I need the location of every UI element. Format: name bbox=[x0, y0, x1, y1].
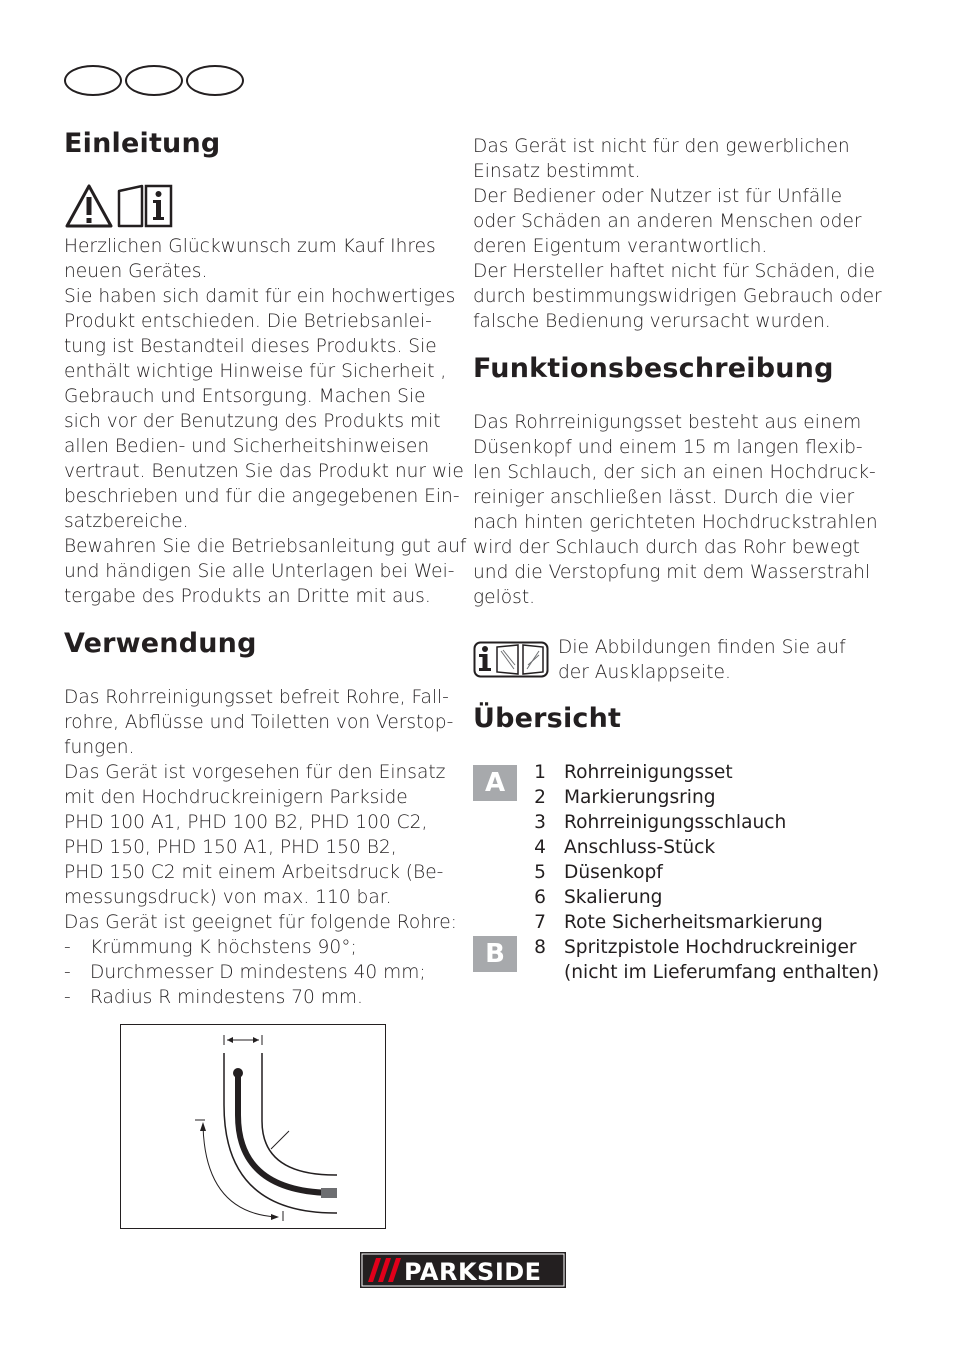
info-foldout-icon bbox=[473, 641, 549, 678]
text-line: gelöst. bbox=[473, 587, 536, 608]
list-item bbox=[64, 935, 457, 960]
text-line: nach hinten gerichteten Hochdruckstrahlen bbox=[473, 512, 878, 533]
pipe-bend-diagram bbox=[121, 1025, 385, 1228]
overview-item-label: Spritzpistole Hochdruckreiniger bbox=[564, 937, 857, 958]
text-line: Der Hersteller haftet nicht für Schäden, die bbox=[473, 261, 875, 282]
text-line: Produkt entschieden. Die Betriebsanlei- bbox=[64, 311, 432, 332]
text-line: messungsdruck) von max. 110 bar. bbox=[64, 887, 392, 908]
text-line: und die Verstopfung mit dem Wasserstrahl bbox=[473, 562, 871, 583]
text-line: beschrieben und für die angegebenen Ein- bbox=[64, 486, 460, 507]
text-line: Gebrauch und Entsorgung. Machen Sie bbox=[64, 386, 426, 407]
parkside-logo bbox=[360, 1252, 566, 1288]
text-line: wird der Schlauch durch das Rohr bewegt bbox=[473, 537, 860, 558]
overview-item-number: 4 bbox=[534, 837, 546, 858]
text-line: falsche Bedienung verursacht wurden. bbox=[473, 311, 831, 332]
heading-verwendung: Verwendung bbox=[64, 628, 257, 659]
text-line: Das Gerät ist geeignet für folgende Rohre: bbox=[64, 912, 457, 933]
foldout-note bbox=[558, 635, 846, 685]
overview-item-label: Rote Sicherheitsmarkierung bbox=[564, 912, 823, 933]
overview-item-label: Skalierung bbox=[564, 887, 663, 908]
text-line: PHD 150 C2 mit einem Arbeitsdruck (Be- bbox=[64, 862, 444, 883]
list-marker: - bbox=[64, 962, 71, 983]
text-line: durch bestimmungswidrigen Gebrauch oder bbox=[473, 286, 882, 307]
figure-badge-a: A bbox=[473, 765, 517, 801]
text-line: und händigen Sie alle Unterlagen bei Wei- bbox=[64, 561, 455, 582]
text-line: Das Rohrreinigungsset befreit Rohre, Fall- bbox=[64, 687, 449, 708]
overview-item-label: Düsenkopf bbox=[564, 862, 663, 883]
einleitung-text bbox=[64, 234, 466, 609]
heading-einleitung: Einleitung bbox=[64, 128, 221, 159]
text-line: Düsenkopf und einem 15 m langen flexib- bbox=[473, 437, 863, 458]
overview-item-number: 7 bbox=[534, 912, 546, 933]
overview-item-label: Rohrreinigungsschlauch bbox=[564, 812, 787, 833]
text-line: mit den Hochdruckreinigern Parkside bbox=[64, 787, 408, 808]
warning-triangle-icon bbox=[64, 183, 114, 229]
pipe-bend-figure bbox=[120, 1024, 386, 1229]
overview-item-label: Markierungsring bbox=[564, 787, 716, 808]
language-oval bbox=[64, 65, 122, 96]
text-line: rohre, Abflüsse und Toiletten von Verstop- bbox=[64, 712, 454, 733]
text-line: oder Schäden an anderen Menschen oder bbox=[473, 211, 862, 232]
overview-item-label: Rohrreinigungsset bbox=[564, 762, 733, 783]
overview-item-number: 1 bbox=[534, 762, 546, 783]
text-line: enthält wichtige Hinweise für Sicherheit , bbox=[64, 361, 447, 382]
heading-uebersicht: Übersicht bbox=[473, 703, 622, 734]
overview-item-number: 8 bbox=[534, 937, 546, 958]
text-line: len Schlauch, der sich an einen Hochdruck- bbox=[473, 462, 876, 483]
intended-use-text bbox=[473, 134, 882, 334]
list-marker: - bbox=[64, 987, 71, 1008]
text-line: sich vor der Benutzung des Produkts mit bbox=[64, 411, 441, 432]
overview-item-number: 2 bbox=[534, 787, 546, 808]
list-marker: - bbox=[64, 937, 71, 958]
text-line: Die Abbildungen finden Sie auf bbox=[558, 637, 846, 658]
text-line: Einsatz bestimmt. bbox=[473, 161, 641, 182]
text-line: Das Gerät ist nicht für den gewerblichen bbox=[473, 136, 850, 157]
text-line: Der Bediener oder Nutzer ist für Unfälle bbox=[473, 186, 843, 207]
list-item bbox=[64, 985, 457, 1010]
text-line: Herzlichen Glückwunsch zum Kauf Ihres bbox=[64, 236, 436, 257]
text-line: fungen. bbox=[64, 737, 135, 758]
text-line: PHD 150, PHD 150 A1, PHD 150 B2, bbox=[64, 837, 397, 858]
svg-text:PARKSIDE: PARKSIDE bbox=[404, 1258, 542, 1286]
list-item-text: Krümmung K höchstens 90°; bbox=[90, 937, 357, 958]
text-line: PHD 100 A1, PHD 100 B2, PHD 100 C2, bbox=[64, 812, 428, 833]
text-line: vertraut. Benutzen Sie das Produkt nur wie bbox=[64, 461, 464, 482]
text-line: Bewahren Sie die Betriebsanleitung gut auf bbox=[64, 536, 467, 557]
overview-item-label: (nicht im Lieferumfang enthalten) bbox=[564, 962, 880, 983]
overview-item-label: Anschluss-Stück bbox=[564, 837, 716, 858]
text-line: Das Rohrreinigungsset besteht aus einem bbox=[473, 412, 862, 433]
text-line: neuen Gerätes. bbox=[64, 261, 208, 282]
language-oval bbox=[125, 65, 183, 96]
text-line: satzbereiche. bbox=[64, 511, 189, 532]
text-line: tung ist Bestandteil dieses Produkts. Sie bbox=[64, 336, 437, 357]
text-line: Das Gerät ist vorgesehen für den Einsatz bbox=[64, 762, 446, 783]
text-line: der Ausklappseite. bbox=[558, 662, 731, 683]
text-line: tergabe des Produkts an Dritte mit aus. bbox=[64, 586, 431, 607]
text-line: reiniger anschließen lässt. Durch die vier bbox=[473, 487, 855, 508]
text-line: deren Eigentum verantwortlich. bbox=[473, 236, 768, 257]
funktion-text bbox=[473, 410, 878, 610]
list-item-text: Durchmesser D mindestens 40 mm; bbox=[90, 962, 426, 983]
list-item bbox=[64, 960, 457, 985]
heading-funktionsbeschreibung: Funktionsbeschreibung bbox=[473, 353, 834, 384]
language-oval bbox=[186, 65, 244, 96]
verwendung-text bbox=[64, 685, 457, 1010]
language-selector bbox=[64, 65, 244, 96]
text-line: Sie haben sich damit für ein hochwertiges bbox=[64, 286, 456, 307]
list-item-text: Radius R mindestens 70 mm. bbox=[90, 987, 363, 1008]
read-manual-icon bbox=[116, 183, 174, 229]
text-line: allen Bedien- und Sicherheitshinweisen bbox=[64, 436, 430, 457]
figure-badge-b: B bbox=[473, 936, 517, 972]
overview-item-number: 6 bbox=[534, 887, 546, 908]
overview-item-number: 3 bbox=[534, 812, 546, 833]
overview-item-number: 5 bbox=[534, 862, 546, 883]
